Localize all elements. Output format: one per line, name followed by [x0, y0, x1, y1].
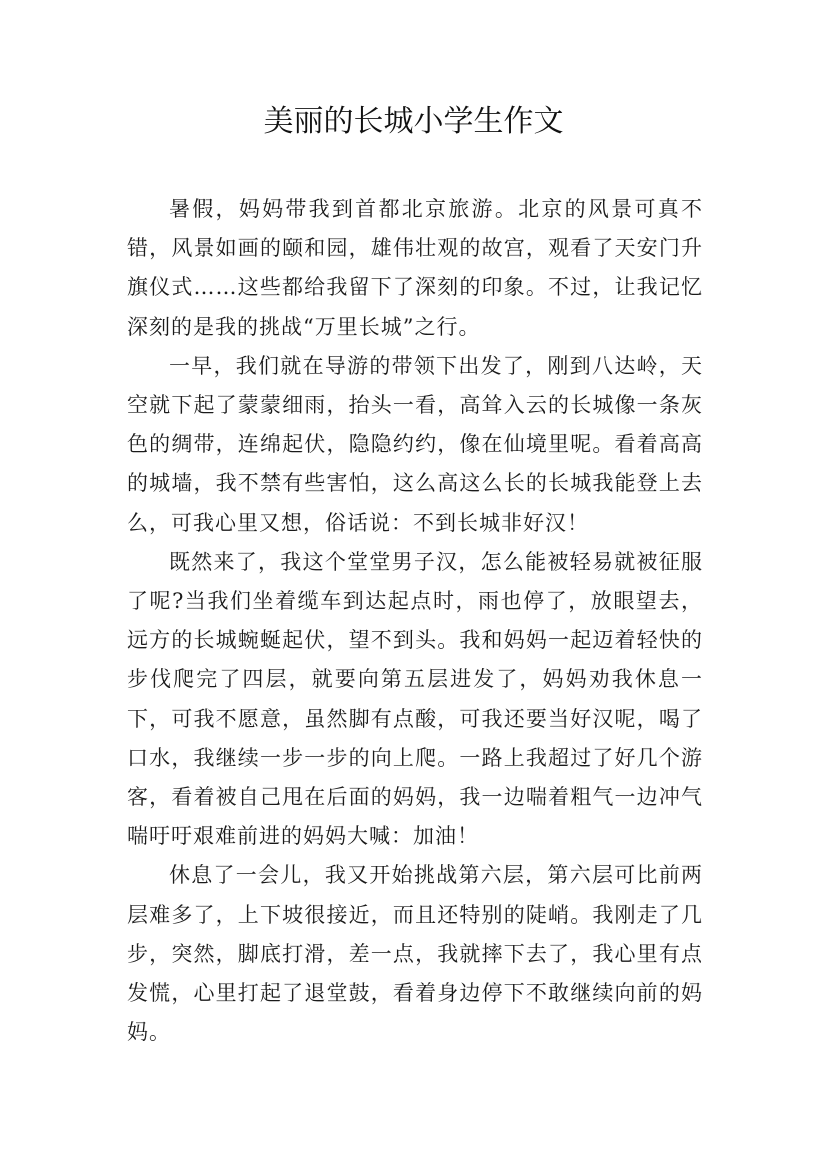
document-body — [127, 190, 703, 1052]
paragraph-2: 一早，我们就在导游的带领下出发了，刚到八达岭，天空就下起了蒙蒙细雨，抬头一看，高耸入云的长城像一条灰色的绸带，连绵起伏，隐隐约约，像在仙境里呢。看着高高的城墙，我不禁有些害怕，这么高这么长的长城我能登上去么，可我心里又想，俗话说：不到长城非好汉！ — [127, 353, 703, 535]
document-title: 美丽的长城小学生作文 — [263, 104, 564, 139]
paragraph-3: 既然来了，我这个堂堂男子汉，怎么能被轻易就被征服了呢?当我们坐着缆车到达起点时，雨也停了，放眼望去，远方的长城蜿蜒起伏，望不到头。我和妈妈一起迈着轻快的步伐爬完了四层，就要向第五层进发了，妈妈劝我休息一下，可我不愿意，虽然脚有点酸，可我还要当好汉呢，喝了口水，我继续一步一步的向上爬。一路上我超过了好几个游客，看着被自己甩在后面的妈妈，我一边喘着粗气一边冲气喘吁吁艰难前进的妈妈大喊：加油！ — [127, 549, 703, 849]
paragraph-4: 休息了一会儿，我又开始挑战第六层，第六层可比前两层难多了，上下坡很接近，而且还特别的陡峭。我刚走了几步，突然，脚底打滑，差一点，我就摔下去了，我心里有点发慌，心里打起了退堂鼓，看着身边停下不敢继续向前的妈妈。 — [127, 863, 703, 1045]
paragraph-1: 暑假，妈妈带我到首都北京旅游。北京的风景可真不错，风景如画的颐和园，雄伟壮观的故宫，观看了天安门升旗仪式……这些都给我留下了深刻的印象。不过，让我记忆深刻的是我的挑战“万里长城”之行。 — [127, 197, 703, 339]
